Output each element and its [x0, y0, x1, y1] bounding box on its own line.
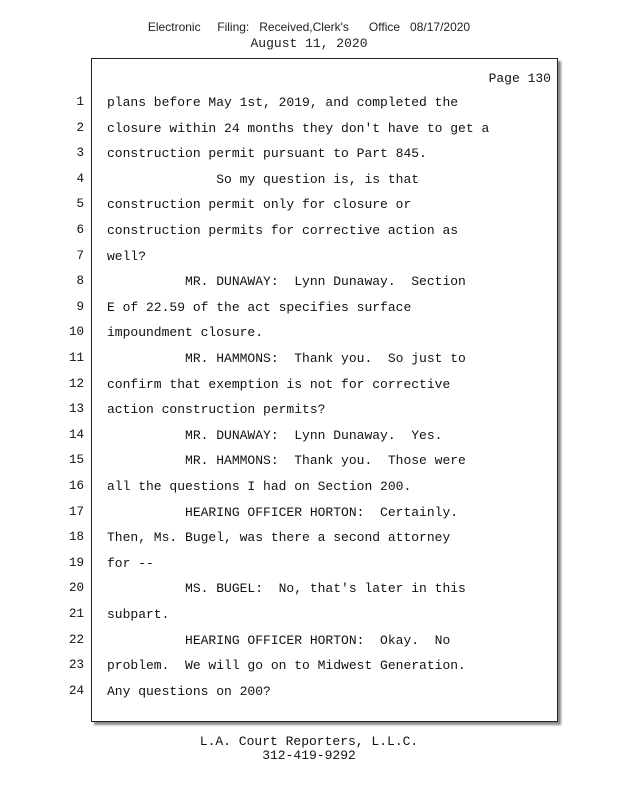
line-number: 14 [68, 427, 84, 442]
line-text: problem. We will go on to Midwest Generation. [107, 658, 466, 674]
line-number: 1 [76, 95, 84, 109]
transcript-line [0, 633, 560, 658]
line-text: Then, Ms. Bugel, was there a second attorney [107, 530, 451, 546]
line-text: So my question is, is that [107, 171, 420, 187]
transcript-line [0, 479, 560, 504]
line-text: MS. BUGEL: No, that's later in this [107, 581, 466, 597]
line-text: construction permit only for closure or [107, 197, 412, 213]
line-text: HEARING OFFICER HORTON: Okay. No [107, 632, 451, 648]
transcript-date: August 11, 2020 [250, 36, 368, 51]
transcript-line [0, 428, 560, 453]
line-number: 7 [76, 248, 84, 263]
line-text: action construction permits? [107, 402, 326, 418]
line-number: 17 [68, 504, 84, 519]
transcript-line [0, 351, 560, 376]
line-number: 4 [76, 171, 84, 186]
transcript-line [0, 377, 560, 402]
line-text: Any questions on 200? [107, 683, 271, 699]
transcript-line [0, 684, 560, 709]
line-text: plans before May 1st, 2019, and completed the [107, 95, 459, 110]
line-text: closure within 24 months they don't have to get a [107, 120, 490, 136]
transcript-line [0, 274, 560, 299]
line-text: confirm that exemption is not for corrective [107, 376, 451, 392]
transcript-line [0, 453, 560, 478]
line-text: construction permits for corrective action as [107, 223, 459, 238]
line-text: impoundment closure. [107, 325, 264, 341]
line-number: 6 [76, 223, 84, 237]
line-number: 3 [76, 146, 84, 161]
line-text: MR. DUNAWAY: Lynn Dunaway. Section [107, 274, 466, 290]
line-number: 21 [68, 607, 84, 621]
line-number: 8 [76, 274, 84, 289]
line-number: 10 [68, 325, 84, 340]
transcript-line [0, 325, 560, 350]
transcript-line [0, 556, 560, 581]
line-text: MR. HAMMONS: Thank you. Those were [107, 453, 466, 469]
line-text: MR. DUNAWAY: Lynn Dunaway. Yes. [107, 427, 443, 443]
line-number: 20 [68, 581, 84, 596]
line-number: 2 [76, 120, 84, 135]
transcript-line [0, 530, 560, 555]
line-number: 9 [76, 299, 84, 314]
transcript-line [0, 249, 560, 274]
reporter-phone: 312-419-9292 [262, 748, 356, 763]
line-number: 15 [68, 453, 84, 468]
transcript-line [0, 197, 560, 222]
reporter-company: L.A. Court Reporters, L.L.C. [199, 734, 419, 749]
line-number: 11 [68, 351, 84, 365]
line-number: 22 [68, 632, 84, 647]
transcript-line [0, 607, 560, 632]
transcript-line [0, 223, 560, 248]
line-text: construction permit pursuant to Part 845. [107, 146, 427, 162]
transcript-line [0, 146, 560, 171]
line-text: subpart. [107, 607, 170, 622]
line-number: 16 [68, 479, 84, 493]
line-text: all the questions I had on Section 200. [107, 479, 412, 494]
line-number: 13 [68, 402, 84, 417]
transcript-line [0, 121, 560, 146]
transcript-line [0, 402, 560, 427]
transcript-line [0, 505, 560, 530]
line-text: well? [107, 248, 147, 264]
page-number: Page 130 [488, 71, 551, 86]
transcript-line [0, 658, 560, 683]
line-number: 19 [68, 555, 84, 570]
transcript-line [0, 172, 560, 197]
filing-stamp: Electronic Filing: Received,Clerk's Office 08/17/2020 [147, 20, 471, 34]
line-number: 5 [76, 197, 84, 212]
transcript-line [0, 581, 560, 606]
line-number: 12 [68, 376, 84, 391]
line-text: E of 22.59 of the act specifies surface [107, 299, 412, 315]
line-text: HEARING OFFICER HORTON: Certainly. [107, 504, 459, 520]
transcript-line [0, 300, 560, 325]
line-number: 18 [68, 530, 84, 545]
line-number: 24 [68, 683, 84, 698]
line-text: MR. HAMMONS: Thank you. So just to [107, 351, 466, 366]
transcript-line [0, 95, 560, 120]
line-text: for -- [107, 555, 154, 571]
line-number: 23 [68, 658, 84, 673]
